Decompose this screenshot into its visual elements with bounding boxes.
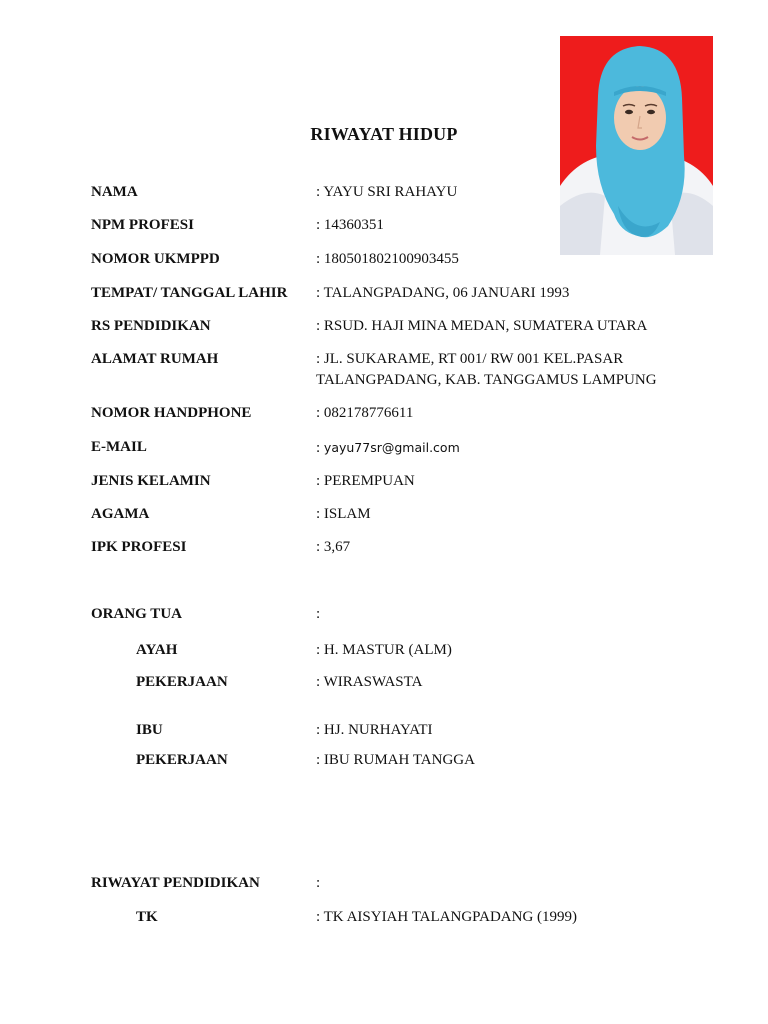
field-label: AYAH [136, 642, 178, 658]
field-value: : IBU RUMAH TANGGA [316, 752, 475, 768]
field-label: RS PENDIDIKAN [91, 318, 211, 334]
field-value: : 082178776611 [316, 405, 414, 421]
field-label: ALAMAT RUMAH [91, 351, 219, 367]
section-label: RIWAYAT PENDIDIKAN [91, 875, 260, 891]
field-value: : H. MASTUR (ALM) [316, 642, 452, 658]
field-label: AGAMA [91, 506, 150, 522]
field-label: TK [136, 909, 158, 925]
field-value: : HJ. NURHAYATI [316, 722, 433, 738]
field-label: NAMA [91, 184, 138, 200]
email-link[interactable]: yayu77sr@gmail.com [323, 440, 460, 455]
field-value: : WIRASWASTA [316, 674, 423, 690]
field-value: : 14360351 [316, 217, 384, 233]
section-colon: : [316, 606, 321, 622]
field-value: : YAYU SRI RAHAYU [316, 184, 458, 200]
document-title: RIWAYAT HIDUP [310, 124, 458, 144]
field-label: IBU [136, 722, 163, 738]
section-colon: : [316, 875, 321, 891]
field-label: IPK PROFESI [91, 539, 187, 555]
field-colon: : [316, 440, 324, 456]
section-label: ORANG TUA [91, 606, 182, 622]
field-value: : RSUD. HAJI MINA MEDAN, SUMATERA UTARA [316, 318, 648, 334]
field-value: : TK AISYIAH TALANGPADANG (1999) [316, 909, 578, 925]
field-label: PEKERJAAN [136, 752, 228, 768]
field-value: : PEREMPUAN [316, 473, 415, 489]
field-value-line-1: : JL. SUKARAME, RT 001/ RW 001 KEL.PASAR [316, 351, 624, 367]
field-label: NOMOR UKMPPD [91, 251, 220, 267]
field-value [316, 437, 696, 459]
field-value: : 180501802100903455 [316, 251, 459, 267]
field-label: E-MAIL [91, 439, 147, 455]
field-label: JENIS KELAMIN [91, 473, 211, 489]
field-value: : 3,67 [316, 539, 351, 555]
field-value: : TALANGPADANG, 06 JANUARI 1993 [316, 285, 570, 301]
field-label: NOMOR HANDPHONE [91, 405, 252, 421]
field-value-line-2: TALANGPADANG, KAB. TANGGAMUS LAMPUNG [316, 372, 657, 388]
field-label: NPM PROFESI [91, 217, 194, 233]
field-value: : ISLAM [316, 506, 371, 522]
field-label: PEKERJAAN [136, 674, 228, 690]
field-label: TEMPAT/ TANGGAL LAHIR [91, 285, 288, 301]
